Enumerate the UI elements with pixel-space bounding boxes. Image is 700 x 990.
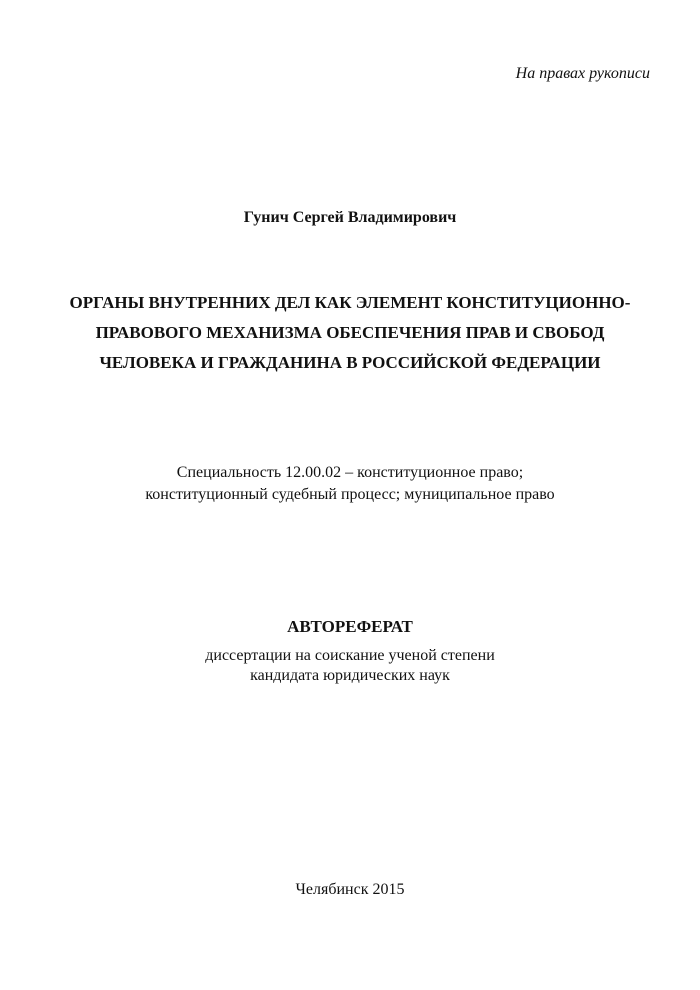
title-line: ОРГАНЫ ВНУТРЕННИХ ДЕЛ КАК ЭЛЕМЕНТ КОНСТИТУЦИОННО-	[69, 293, 631, 312]
specialty-line: Специальность 12.00.02 – конституционное право;	[176, 464, 524, 481]
purpose-line: диссертации на соискание ученой степени	[205, 647, 495, 664]
manuscript-note: На правах рукописи	[515, 65, 650, 82]
degree-purpose	[60, 646, 640, 686]
dissertation-title	[60, 288, 640, 378]
purpose-line: кандидата юридических наук	[250, 667, 450, 684]
specialty-line: конституционный судебный процесс; муниципальное право	[145, 486, 555, 503]
city-year: Челябинск 2015	[295, 881, 405, 898]
specialty-statement	[60, 462, 640, 506]
title-line: ПРАВОВОГО МЕХАНИЗМА ОБЕСПЕЧЕНИЯ ПРАВ И СВОБОД	[95, 323, 605, 342]
document-type-heading: АВТОРЕФЕРАТ	[287, 617, 413, 636]
title-line: ЧЕЛОВЕКА И ГРАЖДАНИНА В РОССИЙСКОЙ ФЕДЕРАЦИИ	[99, 353, 601, 372]
author-name: Гунич Сергей Владимирович	[243, 209, 457, 226]
